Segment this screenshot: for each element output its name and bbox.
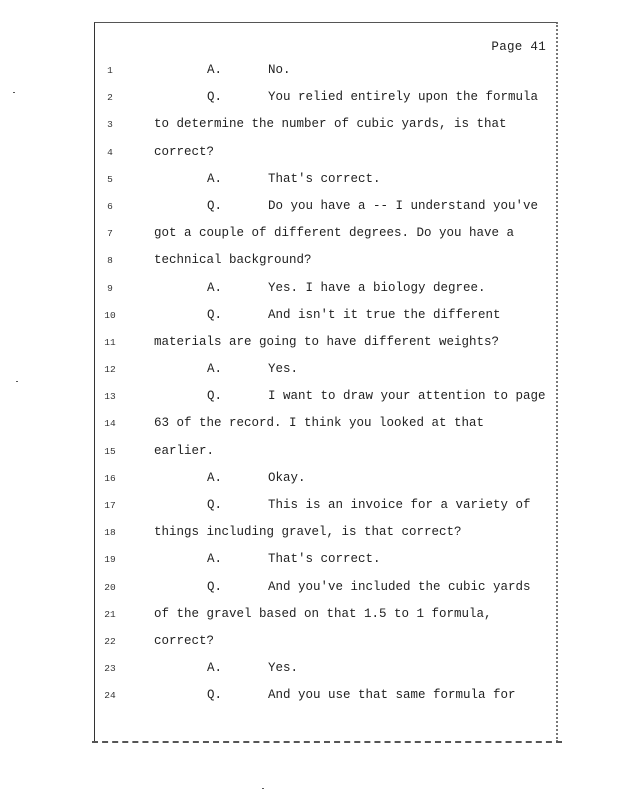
line-text: 63 of the record. I think you looked at that bbox=[154, 416, 485, 431]
transcript-line bbox=[95, 465, 556, 492]
transcript-line bbox=[95, 546, 556, 573]
line-text: And you use that same formula for bbox=[268, 688, 516, 703]
transcript-page bbox=[94, 22, 558, 742]
transcript-line bbox=[95, 84, 556, 111]
transcript-line bbox=[95, 356, 556, 383]
line-number: 20 bbox=[104, 581, 116, 593]
line-text: And isn't it true the different bbox=[268, 307, 501, 322]
line-number: 13 bbox=[104, 391, 116, 403]
speaker-label: A. bbox=[207, 362, 223, 377]
speaker-label: A. bbox=[207, 171, 223, 186]
line-text: got a couple of different degrees. Do you have a bbox=[154, 226, 515, 241]
line-text: Yes. I have a biology degree. bbox=[268, 280, 486, 295]
line-text: earlier. bbox=[154, 443, 215, 458]
transcript-line bbox=[95, 601, 556, 628]
line-number: 5 bbox=[107, 173, 113, 185]
transcript-line bbox=[95, 329, 556, 356]
speaker-label: A. bbox=[207, 661, 223, 676]
speaker-label: Q. bbox=[207, 307, 223, 322]
line-text: No. bbox=[268, 63, 291, 77]
transcript-line bbox=[95, 682, 556, 709]
transcript-line bbox=[95, 492, 556, 519]
line-text: That's correct. bbox=[268, 171, 381, 186]
speaker-label: Q. bbox=[207, 579, 223, 594]
line-text: materials are going to have different weights? bbox=[154, 334, 500, 349]
transcript-line bbox=[95, 655, 556, 682]
transcript-line bbox=[95, 438, 556, 465]
line-number: 15 bbox=[104, 445, 116, 457]
line-number: 14 bbox=[104, 418, 116, 430]
transcript-line bbox=[95, 574, 556, 601]
line-text: That's correct. bbox=[268, 552, 381, 567]
transcript-line bbox=[95, 57, 556, 84]
line-text: Do you have a -- I understand you've bbox=[268, 198, 539, 213]
line-text: You relied entirely upon the formula bbox=[268, 90, 539, 105]
line-number: 9 bbox=[107, 282, 113, 294]
transcript-line bbox=[95, 111, 556, 138]
line-text: Yes. bbox=[268, 362, 299, 377]
speaker-label: Q. bbox=[207, 688, 223, 703]
transcript-line bbox=[95, 139, 556, 166]
scan-speck bbox=[13, 92, 15, 93]
line-number: 8 bbox=[107, 255, 113, 267]
scan-speck bbox=[16, 381, 18, 382]
line-number: 3 bbox=[107, 119, 113, 131]
line-number: 6 bbox=[107, 200, 113, 212]
transcript-line bbox=[95, 383, 556, 410]
line-number: 7 bbox=[107, 228, 113, 240]
scan-speck bbox=[262, 788, 264, 789]
line-number: 16 bbox=[104, 472, 116, 484]
line-text: I want to draw your attention to page bbox=[268, 389, 546, 404]
speaker-label: Q. bbox=[207, 198, 223, 213]
transcript-line bbox=[95, 247, 556, 274]
transcript-line bbox=[95, 410, 556, 437]
line-number: 4 bbox=[107, 146, 113, 158]
line-text: Yes. bbox=[268, 661, 299, 676]
line-text: to determine the number of cubic yards, is that bbox=[154, 117, 507, 132]
line-number: 11 bbox=[104, 336, 116, 348]
transcript-line bbox=[95, 275, 556, 302]
speaker-label: A. bbox=[207, 63, 223, 77]
line-number: 19 bbox=[104, 554, 116, 566]
line-text: correct? bbox=[154, 633, 215, 648]
line-text: technical background? bbox=[154, 253, 312, 268]
page-bottom-rule bbox=[92, 741, 562, 743]
line-number: 24 bbox=[104, 690, 116, 702]
speaker-label: Q. bbox=[207, 498, 223, 512]
line-number: 17 bbox=[104, 500, 116, 511]
transcript-lines bbox=[95, 57, 556, 710]
line-number: 12 bbox=[104, 364, 116, 376]
line-text: Okay. bbox=[268, 470, 306, 485]
speaker-label: Q. bbox=[207, 90, 223, 105]
speaker-label: A. bbox=[207, 552, 223, 567]
page-number: Page 41 bbox=[491, 40, 546, 54]
line-text: of the gravel based on that 1.5 to 1 formula, bbox=[154, 606, 492, 621]
transcript-line bbox=[95, 220, 556, 247]
transcript-line bbox=[95, 166, 556, 193]
line-number: 18 bbox=[104, 527, 116, 539]
line-number: 1 bbox=[107, 65, 113, 76]
speaker-label: Q. bbox=[207, 389, 223, 404]
line-number: 2 bbox=[107, 92, 113, 104]
transcript-line bbox=[95, 302, 556, 329]
line-text: This is an invoice for a variety of bbox=[268, 498, 531, 512]
transcript-line bbox=[95, 628, 556, 655]
speaker-label: A. bbox=[207, 470, 223, 485]
speaker-label: A. bbox=[207, 280, 223, 295]
line-text: And you've included the cubic yards bbox=[268, 579, 531, 594]
transcript-line bbox=[95, 519, 556, 546]
transcript-line bbox=[95, 193, 556, 220]
line-number: 22 bbox=[104, 635, 116, 647]
line-number: 10 bbox=[104, 309, 116, 321]
line-number: 21 bbox=[104, 608, 116, 620]
line-number: 23 bbox=[104, 663, 116, 675]
line-text: things including gravel, is that correct? bbox=[154, 525, 462, 540]
line-text: correct? bbox=[154, 144, 215, 159]
